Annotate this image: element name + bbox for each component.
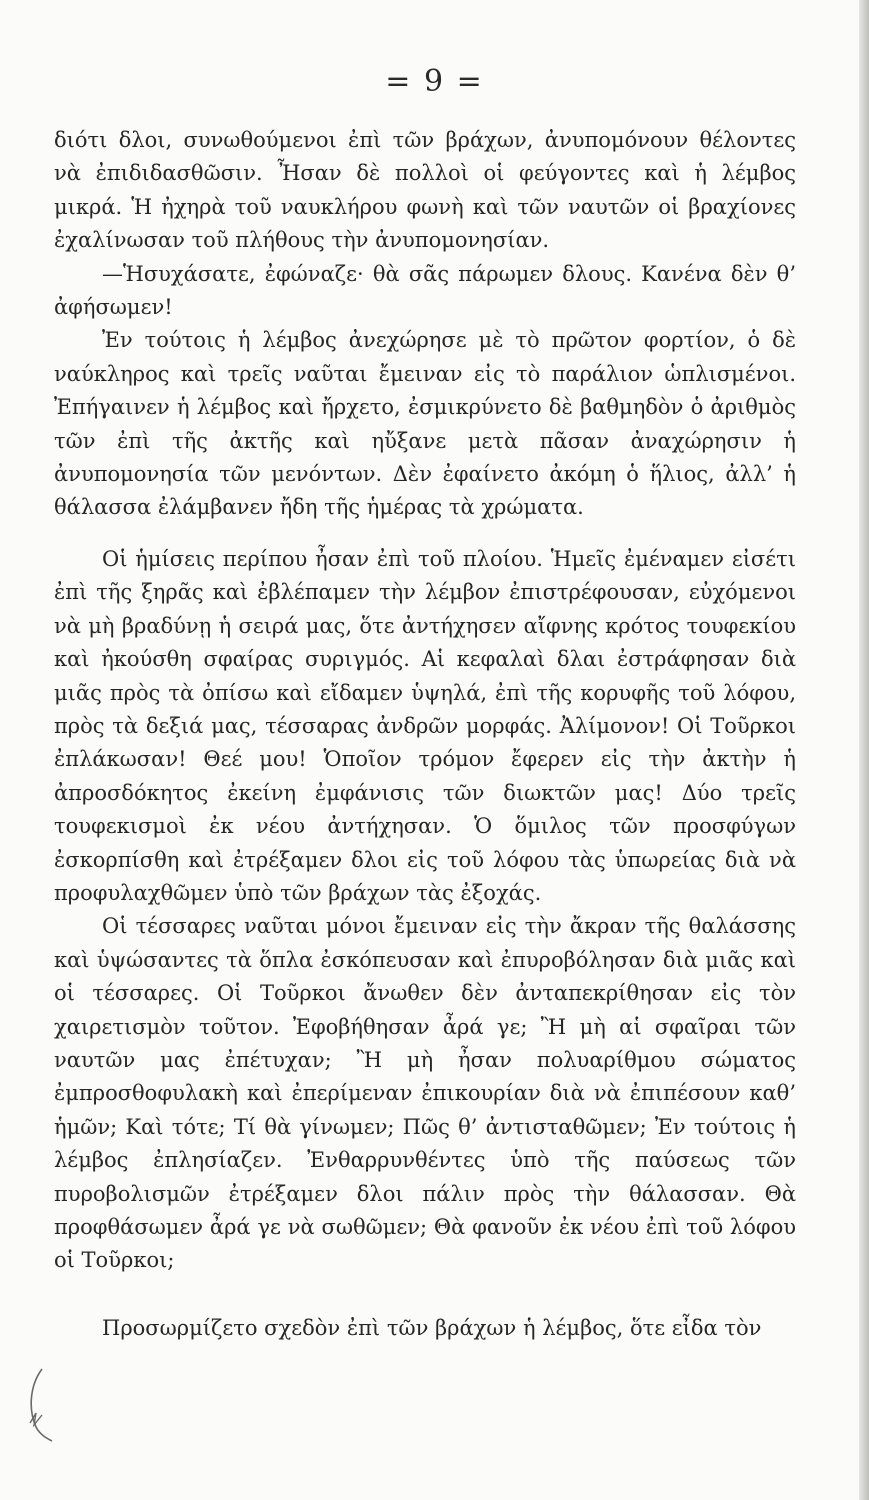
paragraph-4: Οἱ ἡμίσεις περίπου ἦσαν ἐπὶ τοῦ πλοίου. Ἡμεῖς ἐμέναμεν εἰσέτι ἐπὶ τῆς ξηρᾶς καὶ ἐβλέπαμεν τὴν λέμβον ἐπιστρέφουσαν, εὐχόμενοι νὰ μὴ βραδύνῃ ἡ σειρά μας, ὅτε ἀντήχησεν αἴφνης κρότος τουφεκίου καὶ ἠκούσθη σφαίρας συριγμός. Αἱ κεφαλαὶ δλαι ἐστράφησαν διὰ μιᾶς πρὸς τὰ ὀπίσω καὶ εἴδαμεν ὑψηλά, ἐπὶ τῆς κορυφῆς τοῦ λόφου, πρὸς τὰ δεξιά μας, τέσσαρας ἀνδρῶν μορφάς. Ἀλίμονον! Οἱ Τοῦρκοι ἐπλάκωσαν! Θεέ μου! Ὁποῖον τρόμον ἔφερεν εἰς τὴν ἀκτὴν ἡ ἀπροσδόκητος ἐκείνη ἐμφάνισις τῶν διωκτῶν μας! Δύο τρεῖς τουφεκισμοὶ ἐκ νέου ἀντήχησαν. Ὁ ὅμιλος τῶν προσφύγων ἐσκορπίσθη καὶ ἐτρέξαμεν δλοι εἰς τοῦ λόφου τὰς ὑπωρείας διὰ νὰ προφυλαχθῶμεν ὑπὸ τῶν βράχων τὰς ἐξοχάς. — [54, 546, 796, 905]
page-edge-shadow — [859, 0, 869, 1500]
page-number: = 9 = — [385, 64, 484, 99]
paragraph-2: —Ἡσυχάσατε, ἐφώναζε· θὰ σᾶς πάρωμεν δλους. Κανένα δὲν θ’ ἀφήσωμεν! — [54, 261, 796, 320]
handwritten-margin-mark-icon — [22, 1365, 56, 1445]
paragraph-3: Ἐν τούτοις ἡ λέμβος ἀνεχώρησε μὲ τὸ πρῶτον φορτίον, ὁ δὲ ναύκληρος καὶ τρεῖς ναῦται ἔμειναν εἰς τὸ παράλιον ὡπλισμένοι. Ἐπήγαινεν ἡ λέμβος καὶ ἤρχετο, ἐσμικρύνετο δὲ βαθμηδὸν ὁ ἀριθμὸς τῶν ἐπὶ τῆς ἀκτῆς καὶ ηὔξανε μετὰ πᾶσαν ἀναχώρησιν ἡ ἀνυπομονησία τῶν μενόντων. Δὲν ἐφαίνετο ἀκόμη ὁ ἥλιος, ἀλλ’ ἡ θάλασσα ἐλάμβανεν ἤδη τῆς ἡμέρας τὰ χρώματα. — [54, 328, 796, 520]
paragraph-1: διότι δλοι, συνωθούμενοι ἐπὶ τῶν βράχων, ἀνυπομόνουν θέλοντες νὰ ἐπιδιδασθῶσιν. Ἦσαν δὲ πολλοὶ οἱ φεύγοντες καὶ ἡ λέμβος μικρά. Ἡ ἠχηρὰ τοῦ ναυκλήρου φωνὴ καὶ τῶν ναυτῶν οἱ βραχίονες ἐχαλίνωσαν τοῦ πλήθους τὴν ἀνυπομονησίαν. — [54, 128, 796, 253]
body-text — [54, 124, 796, 1345]
paragraph-5: Οἱ τέσσαρες ναῦται μόνοι ἔμειναν εἰς τὴν ἄκραν τῆς θαλάσσης καὶ ὑψώσαντες τὰ ὅπλα ἐσκόπευσαν καὶ ἐπυροβόλησαν διὰ μιᾶς καὶ οἱ τέσσαρες. Οἱ Τοῦρκοι ἄνωθεν δὲν ἀνταπεκρίθησαν εἰς τὸν χαιρετισμὸν τοῦτον. Ἐφοβήθησαν ἆρά γε; Ἢ μὴ αἱ σφαῖραι τῶν ναυτῶν μας ἐπέτυχαν; Ἢ μὴ ἦσαν πολυαρίθμου σώματος ἐμπροσθοφυλακὴ καὶ ἐπερίμεναν ἐπικουρίαν διὰ νὰ ἐπιπέσουν καθ’ ἡμῶν; Καὶ τότε; Τί θὰ γίνωμεν; Πῶς θ’ ἀντισταθῶμεν; Ἐν τούτοις ἡ λέμβος ἐπλησίαζεν. Ἐνθαρρυνθέντες ὑπὸ τῆς παύσεως τῶν πυροβολισμῶν ἐτρέξαμεν δλοι πάλιν πρὸς τὴν θάλασσαν. Θὰ προφθάσωμεν ἆρά γε νὰ σωθῶμεν; Θὰ φανοῦν ἐκ νέου ἐπὶ τοῦ λόφου οἱ Τοῦρκοι; — [54, 914, 796, 1273]
paragraph-6: Προσωρμίζετο σχεδὸν ἐπὶ τῶν βράχων ἡ λέμβος, ὅτε εἶδα τὸν — [102, 1315, 762, 1340]
